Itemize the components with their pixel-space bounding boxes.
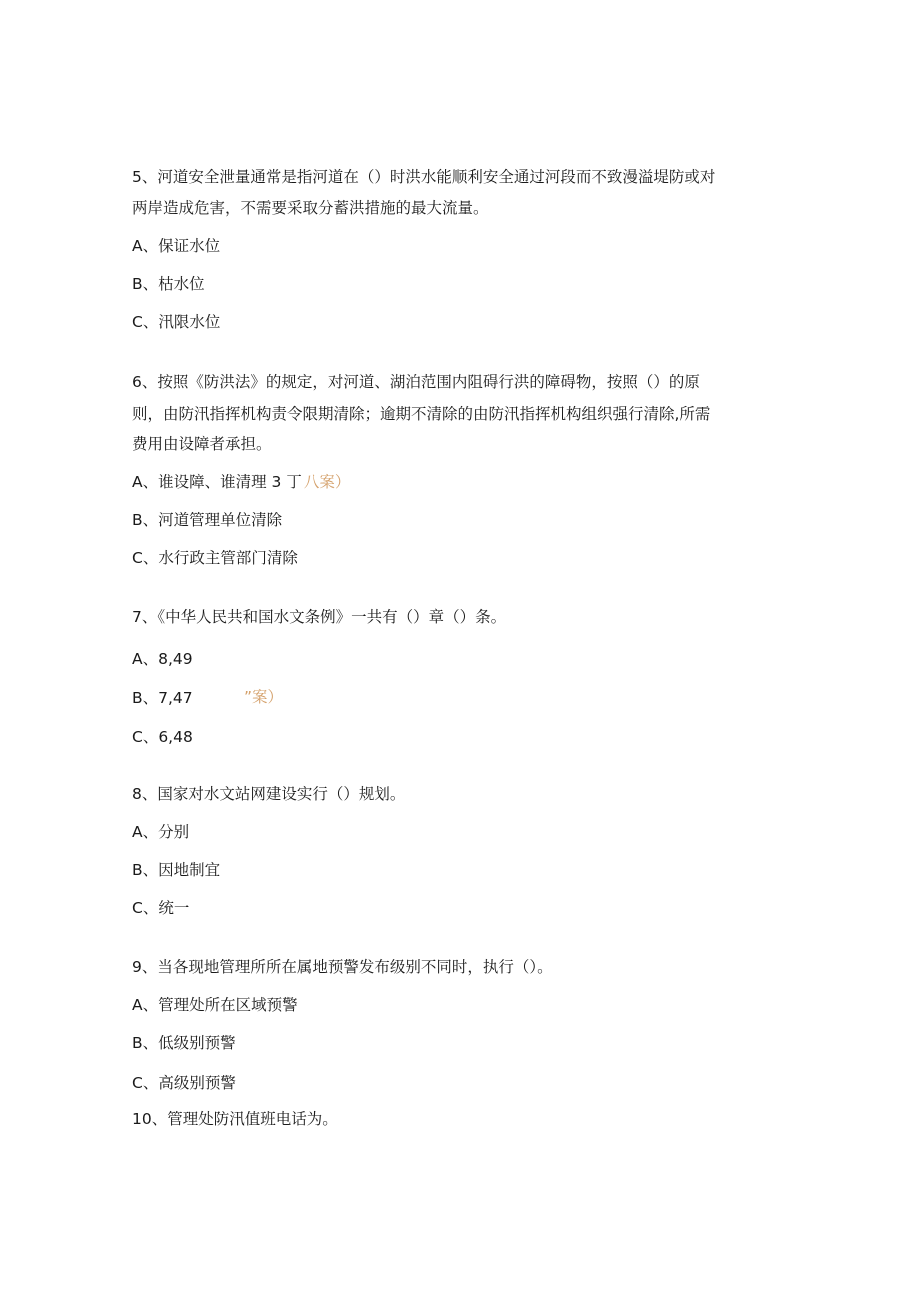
q6-option-a-text: A、谁设障、谁清理 3 丁 <box>132 473 302 491</box>
q10-stem: 10、管理处防汛值班电话为。 <box>132 1110 338 1128</box>
q8-option-c: C、统一 <box>132 899 190 917</box>
q5-option-a: A、保证水位 <box>132 237 221 255</box>
q6-stem-line1: 6、按照《防洪法》的规定，对河道、湖泊范围内阻碍行洪的障碍物，按照（）的原 <box>132 373 700 391</box>
q7-option-c: C、6,48 <box>132 728 193 746</box>
q9-option-c: C、高级别预警 <box>132 1074 236 1092</box>
q7-option-b: B、7,47 <box>132 689 193 707</box>
q6-option-b: B、河道管理单位清除 <box>132 511 283 529</box>
q9-option-b: B、低级别预警 <box>132 1034 236 1052</box>
q6-option-c: C、水行政主管部门清除 <box>132 549 298 567</box>
q7-answer-mark: ”案） <box>244 688 284 706</box>
q5-stem-line1: 5、河道安全泄量通常是指河道在（）时洪水能顺利安全通过河段而不致漫溢堤防或对 <box>132 168 716 186</box>
q8-option-a: A、分别 <box>132 823 190 841</box>
q5-stem-line2: 两岸造成危害，不需要采取分蓄洪措施的最大流量。 <box>132 199 489 217</box>
q6-answer-mark: 八案） <box>303 473 351 491</box>
q6-stem-line3: 费用由设障者承担。 <box>132 435 272 453</box>
q9-stem: 9、当各现地管理所所在属地预警发布级别不同时，执行（）。 <box>132 958 553 976</box>
q5-option-b: B、枯水位 <box>132 275 205 293</box>
q7-option-a: A、8,49 <box>132 650 193 668</box>
q9-option-a: A、管理处所在区域预警 <box>132 996 298 1014</box>
q6-option-a <box>132 472 350 492</box>
q7-stem: 7、《中华人民共和国水文条例》一共有（）章（）条。 <box>132 608 507 626</box>
q8-option-b: B、因地制宜 <box>132 861 221 879</box>
q8-stem: 8、国家对水文站网建设实行（）规划。 <box>132 785 406 803</box>
q6-stem-line2: 则，由防汛指挥机构责令限期清除；逾期不清除的由防汛指挥机构组织强行清除,所需 <box>132 405 711 423</box>
q5-option-c: C、汛限水位 <box>132 313 221 331</box>
